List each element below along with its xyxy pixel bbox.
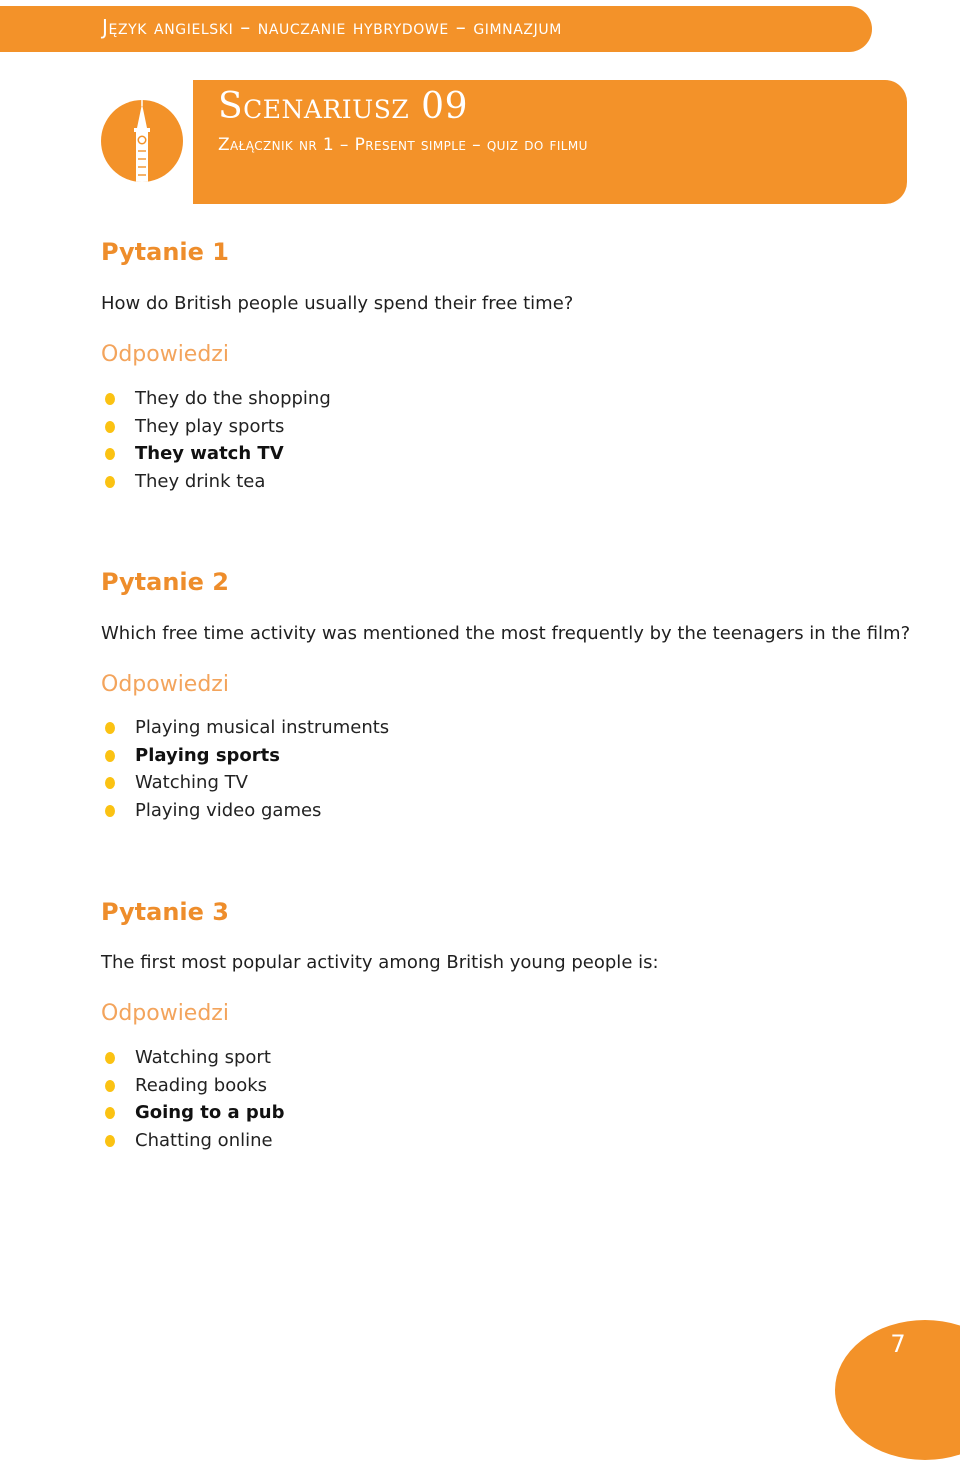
question-1-answers-heading: Odpowiedzi [101,342,229,367]
bullet-icon [105,722,115,734]
question-3-answers-heading: Odpowiedzi [101,1001,229,1026]
question-1-heading: Pytanie 1 [101,238,229,266]
answer-label: Playing video games [135,799,322,821]
bullet-icon [105,777,115,789]
question-3-text: The first most popular activity among British young people is: [101,952,659,973]
bullet-icon [105,448,115,460]
page-number: 7 [890,1330,906,1358]
answer-label: Reading books [135,1074,268,1096]
bullet-icon [105,421,115,433]
bullet-icon [105,805,115,817]
bullet-icon [105,393,115,405]
answer-label-correct: Playing sports [135,744,280,766]
answer-label: They drink tea [135,470,266,492]
bullet-icon [105,1080,115,1092]
scenario-title: Scenariusz 09 [218,86,468,127]
answer-label-correct: They watch TV [135,443,284,464]
big-ben-clock-tower-icon [101,100,183,182]
question-3-heading: Pytanie 3 [101,898,229,926]
course-banner [0,6,872,52]
answer-label: Watching TV [135,772,248,793]
course-title: Język angielski – nauczanie hybrydowe – gimnazjum [102,15,562,39]
bullet-icon [105,750,115,762]
scenario-subtitle: Załącznik nr 1 – Present simple – quiz do filmu [218,135,588,155]
answer-label: They play sports [135,415,285,437]
answer-label-correct: Going to a pub [135,1102,285,1123]
question-1-text: How do British people usually spend their free time? [101,293,574,314]
answer-label: Playing musical instruments [135,717,390,738]
answer-label: They do the shopping [135,388,331,409]
bullet-icon [105,1135,115,1147]
question-2-answers-heading: Odpowiedzi [101,672,229,697]
bullet-icon [105,1107,115,1119]
title-box [193,80,907,204]
answer-label: Watching sport [135,1047,271,1068]
question-2-heading: Pytanie 2 [101,568,229,596]
bullet-icon [105,476,115,488]
question-2-text: Which free time activity was mentioned the most frequently by the teenagers in the film? [101,623,911,644]
bullet-icon [105,1052,115,1064]
answer-label: Chatting online [135,1129,273,1151]
